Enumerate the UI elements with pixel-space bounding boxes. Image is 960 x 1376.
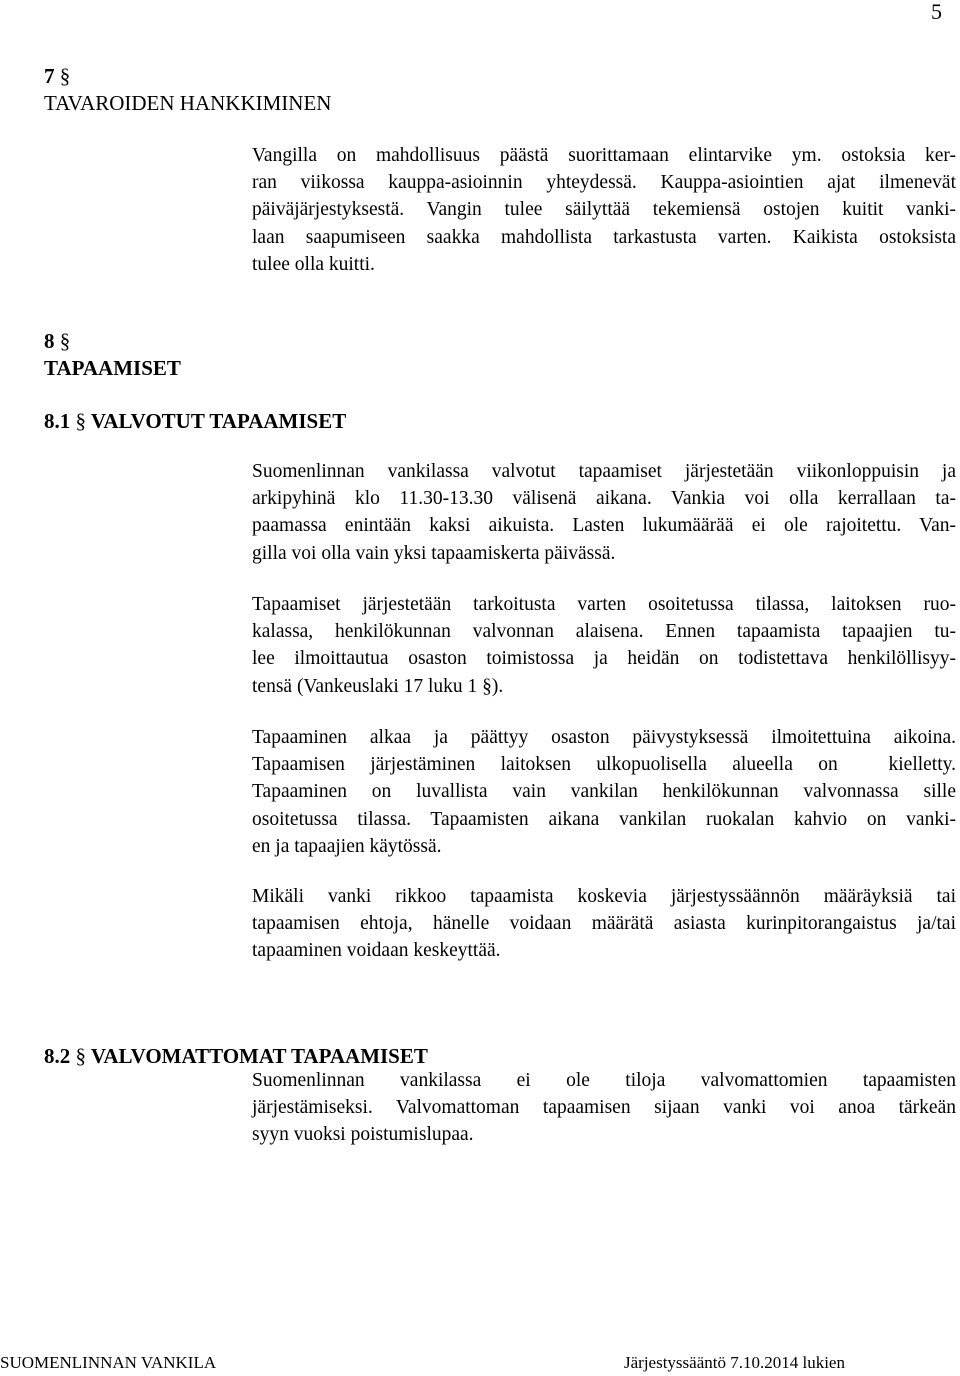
section-8-1-title: VALVOTUT TAPAAMISET — [90, 409, 347, 433]
section-8-title: TAPAAMISET — [44, 356, 181, 380]
section-symbol: § — [59, 64, 71, 88]
paragraph-line: laan saapumiseen saakka mahdollista tarkastusta varten. Kaikista ostoksista — [252, 226, 956, 248]
paragraph-line: Tapaamiset järjestetään tarkoitusta varten osoitetussa tilassa, laitoksen ruo- — [252, 594, 956, 615]
section-8-1-number: 8.1 — [44, 409, 71, 433]
paragraph-line: ran viikossa kauppa-asioinnin yhteydessä. Kauppa-asiointien ajat ilmenevät — [252, 172, 956, 194]
paragraph-line: Suomenlinnan vankilassa ei ole tiloja valvomattomien tapaamisten — [252, 1070, 956, 1091]
section-8-number-text: 8 — [44, 329, 55, 353]
paragraph-line: kalassa, henkilökunnan valvonnan alaisena. Ennen tapaamista tapaajien tu- — [252, 621, 956, 643]
section-8-1-paragraph-1 — [252, 458, 956, 567]
section-symbol: § — [75, 409, 86, 433]
footer-document-date: Järjestyssääntö 7.10.2014 lukien — [624, 1353, 845, 1372]
section-8-1-heading — [44, 407, 346, 435]
section-8-2-heading — [44, 1042, 428, 1070]
section-8-2-number: 8.2 — [44, 1044, 71, 1068]
paragraph-line: Mikäli vanki rikkoo tapaamista koskevia järjestyssäännön määräyksiä tai — [252, 886, 956, 907]
paragraph-line: Tapaaminen on luvallista vain vankilan henkilökunnan valvonnassa sille — [252, 781, 956, 803]
paragraph-line: järjestämiseksi. Valvomattoman tapaamisen sijaan vanki voi anoa tärkeän — [252, 1097, 956, 1119]
footer-institution: SUOMENLINNAN VANKILA — [0, 1353, 217, 1372]
paragraph-line: arkipyhinä klo 11.30-13.30 välisenä aikana. Vankia voi olla kerrallaan ta- — [252, 488, 956, 510]
section-8-2-paragraph — [252, 1067, 956, 1149]
section-7-number-text: 7 — [44, 64, 55, 88]
paragraph-line: Tapaamisen järjestäminen laitoksen ulkopuolisella alueella on kielletty. — [252, 754, 956, 776]
paragraph-line: tensä (Vankeuslaki 17 luku 1 §). — [252, 675, 504, 697]
paragraph-line: tulee olla kuitti. — [252, 253, 375, 275]
section-8-1-paragraph-4 — [252, 883, 956, 965]
paragraph-line: paamassa enintään kaksi aikuista. Lasten lukumäärää ei ole rajoitettu. Van- — [252, 515, 956, 537]
paragraph-line: gilla voi olla vain yksi tapaamiskerta päivässä. — [252, 542, 616, 564]
paragraph-line: tapaamisen ehtoja, hänelle voidaan määrätä asiasta kurinpitorangaistus ja/tai — [252, 913, 956, 935]
section-7-title: TAVAROIDEN HANKKIMINEN — [44, 91, 332, 115]
paragraph-line: Suomenlinnan vankilassa valvotut tapaamiset järjestetään viikonloppuisin ja — [252, 461, 956, 482]
section-8-1-paragraph-3 — [252, 724, 956, 860]
paragraph-line: osoitetussa tilassa. Tapaamisten aikana vankilan ruokalan kahvio on vanki- — [252, 808, 956, 830]
section-7-number — [44, 62, 70, 90]
paragraph-line: päiväjärjestyksestä. Vangin tulee säilyttää tekemiensä ostojen kuitit vanki- — [252, 199, 956, 221]
page-number: 5 — [931, 0, 942, 24]
section-8-1-paragraph-2 — [252, 591, 956, 700]
paragraph-line: syyn vuoksi poistumislupaa. — [252, 1124, 474, 1146]
section-symbol: § — [75, 1044, 86, 1068]
section-8-2-title: VALVOMATTOMAT TAPAAMISET — [90, 1044, 428, 1068]
section-8-number — [44, 327, 70, 355]
section-7-paragraph — [252, 142, 956, 278]
paragraph-line: Tapaaminen alkaa ja päättyy osaston päivystyksessä ilmoitettuina aikoina. — [252, 727, 956, 748]
paragraph-line: Vangilla on mahdollisuus päästä suorittamaan elintarvike ym. ostoksia ker- — [252, 145, 956, 166]
section-symbol: § — [59, 329, 71, 353]
paragraph-line: tapaaminen voidaan keskeyttää. — [252, 940, 501, 962]
paragraph-line: lee ilmoittautua osaston toimistossa ja heidän on todistettava henkilöllisyy- — [252, 648, 956, 670]
paragraph-line: en ja tapaajien käytössä. — [252, 835, 442, 857]
